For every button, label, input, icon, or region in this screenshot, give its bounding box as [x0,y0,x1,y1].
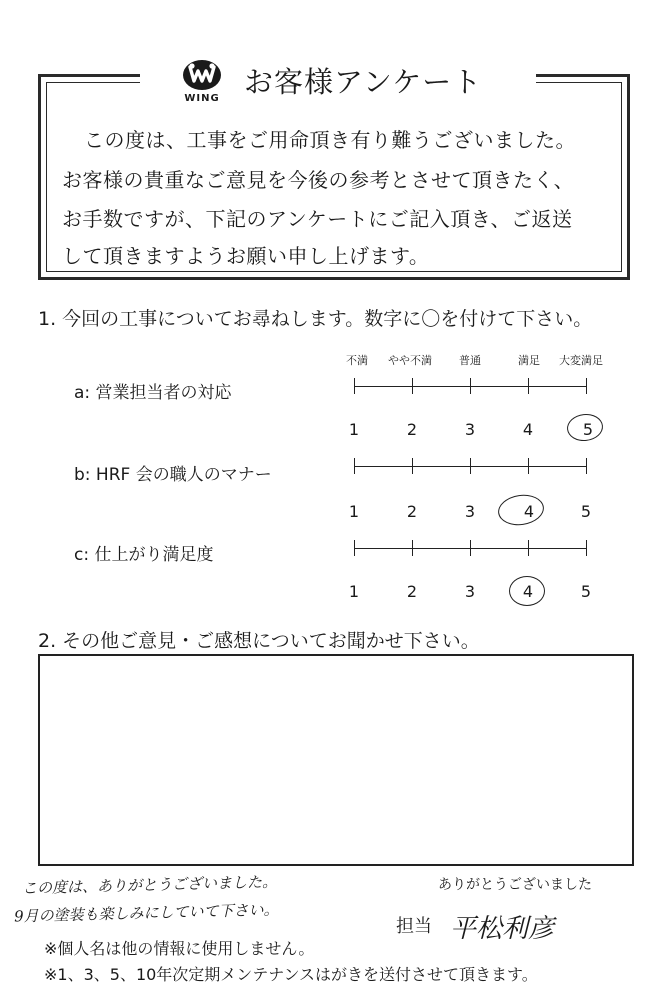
item-b-number-5[interactable]: 5 [580,502,592,521]
handwritten-comment-line2: 9月の塗装も楽しみにしていて下さい。 [13,900,279,926]
thanks-text: ありがとうございました [438,877,592,893]
intro-line-1: この度は、工事をご用命頂き有り難うございました。 [84,128,576,152]
item-a-selection-circle [566,412,605,443]
scale-label-3: 普通 [459,354,481,367]
item-a-number-1[interactable]: 1 [348,420,360,439]
scale-label-5: 大変満足 [559,354,603,367]
item-c-label: c: 仕上がり満足度 [74,545,214,565]
comments-box[interactable] [38,654,634,866]
tick [586,458,587,474]
tick [586,378,587,394]
tick [528,378,529,394]
item-c-selection-circle [509,576,545,606]
item-b-selection-circle [496,492,546,528]
tick [470,378,471,394]
intro-line-3: お手数ですが、下記のアンケートにご記入頂き、ご返送 [62,207,573,231]
tick [528,458,529,474]
tick [470,540,471,556]
item-c-number-3[interactable]: 3 [464,582,476,601]
question2-heading: 2. その他ご意見・ご感想についてお聞かせ下さい。 [38,630,480,652]
maintenance-note: ※1、3、5、10年次定期メンテナンスはがきを送付させて頂きます。 [44,965,538,984]
scale-label-1: 不満 [346,354,368,367]
item-b-label: b: HRF 会の職人のマナー [74,465,272,485]
scale-label-4: 満足 [518,354,540,367]
wing-logo-icon [168,56,236,94]
tick [412,540,413,556]
wing-logo [168,56,236,108]
item-a-number-4[interactable]: 4 [522,420,534,439]
intro-line-2: お客様の貴重なご意見を今後の参考とさせて頂きたく、 [62,168,575,192]
logo-text: WING [184,93,220,104]
item-b-number-4[interactable]: 4 [523,502,535,521]
item-c-number-2[interactable]: 2 [406,582,418,601]
tick [528,540,529,556]
item-a-number-3[interactable]: 3 [464,420,476,439]
tick [586,540,587,556]
item-c-number-5[interactable]: 5 [580,582,592,601]
tick [354,378,355,394]
question1-heading: 1. 今回の工事についてお尋ねします。数字に〇を付けて下さい。 [38,308,593,330]
page-title: お客様アンケート [244,65,483,99]
item-c-number-4[interactable]: 4 [522,582,534,601]
staff-name-signature: 平松利彦 [450,914,555,944]
item-b-number-1[interactable]: 1 [348,502,360,521]
tick [412,378,413,394]
item-b-number-3[interactable]: 3 [464,502,476,521]
tick [354,458,355,474]
item-c-number-1[interactable]: 1 [348,582,360,601]
tick [354,540,355,556]
item-a-number-2[interactable]: 2 [406,420,418,439]
intro-line-4: して頂きますようお願い申し上げます。 [62,244,430,268]
tick [470,458,471,474]
scale-label-2: やや不満 [388,354,432,367]
staff-label: 担当 [396,916,432,937]
privacy-note: ※個人名は他の情報に使用しません。 [44,939,315,958]
item-a-label: a: 営業担当者の対応 [74,383,232,403]
tick [412,458,413,474]
item-b-number-2[interactable]: 2 [406,502,418,521]
handwritten-comment-line1: この度は、ありがとうございました。 [21,872,278,898]
item-a-number-5[interactable]: 5 [582,420,594,439]
